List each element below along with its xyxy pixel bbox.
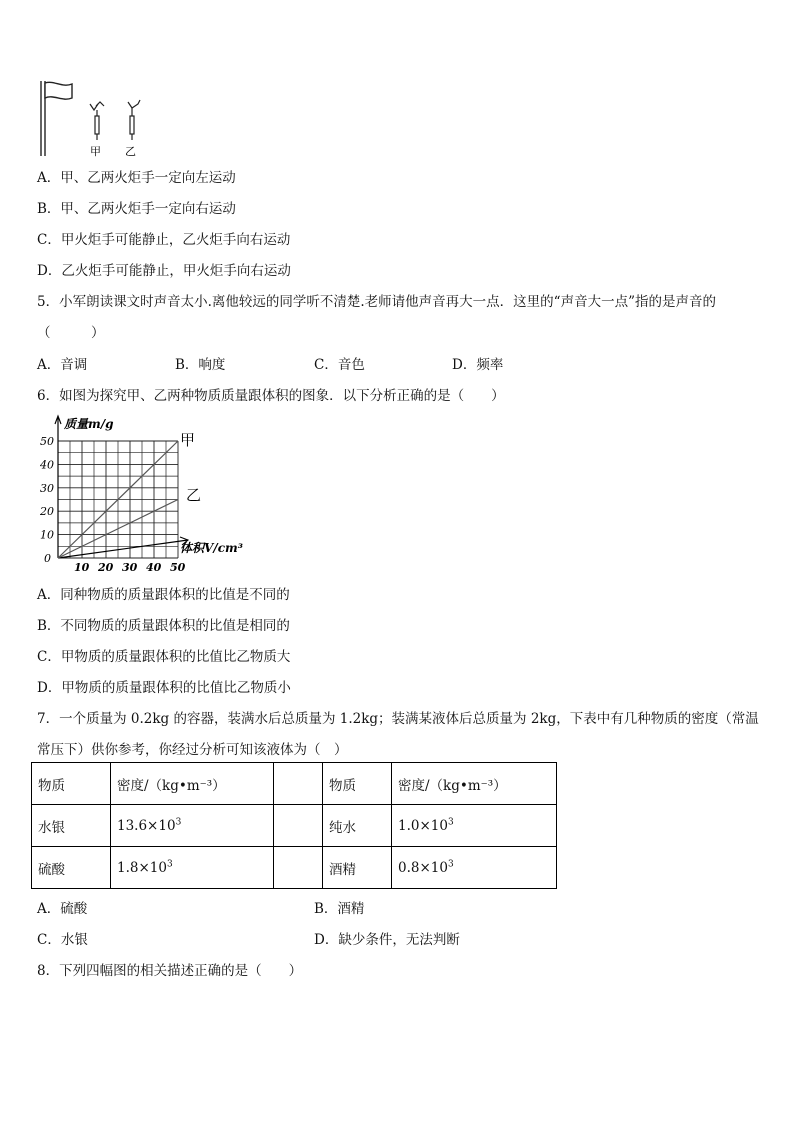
y-tick-label: 30	[40, 481, 54, 495]
q7-option-d: D．缺少条件，无法判断	[314, 932, 460, 948]
cell-substance: 硫酸	[32, 847, 111, 889]
q7-stem-line1: 7．一个质量为 0.2kg 的容器，装满水后总质量为 1.2kg；装满某液体后总质量为 2kg，下表中有几种物质的密度（常温	[37, 711, 759, 727]
label-jia: 甲	[90, 145, 101, 158]
table-row	[32, 805, 557, 847]
q4-option-a: A．甲、乙两火炬手一定向左运动	[37, 170, 236, 186]
x-axis-label: 体积V/cm³	[180, 541, 243, 555]
x-tick-label: 10	[74, 561, 90, 574]
q5-option-d: D．频率	[452, 357, 504, 373]
header-density-1: 密度/（kg•m⁻³）	[111, 763, 274, 805]
table-spacer	[274, 847, 323, 889]
q5-option-b: B．响度	[175, 357, 226, 373]
y-tick-label: 50	[40, 435, 54, 448]
flag-torch-figure	[34, 76, 154, 158]
x-tick-label: 40	[146, 561, 162, 574]
y-tick-label: 0	[44, 552, 51, 565]
q4-option-d: D．乙火炬手可能静止，甲火炬手向右运动	[37, 263, 291, 279]
x-tick-label: 30	[122, 561, 138, 574]
cell-density: $1.0\times 10^3$	[392, 805, 557, 847]
q7-option-b: B．酒精	[314, 901, 365, 917]
table-spacer	[274, 763, 323, 805]
y-tick-label: 20	[40, 505, 54, 519]
table-row	[32, 847, 557, 889]
label-yi: 乙	[125, 145, 136, 158]
table-spacer	[274, 805, 323, 847]
cell-density: $0.8\times 10^3$	[392, 847, 557, 889]
chart-labels	[39, 417, 243, 574]
q7-option-c: C．水银	[37, 932, 88, 948]
cell-density: $1.8\times 10^3$	[111, 847, 274, 889]
q7-option-a: A．硫酸	[37, 901, 88, 917]
cell-substance: 纯水	[323, 805, 392, 847]
q7-stem-line2: 常压下）供你参考，你经过分析可知该液体为（ ）	[37, 742, 348, 758]
chart-axes	[55, 416, 188, 558]
q5-stem-line1: 5．小军朗读课文时声音太小.离他较远的同学听不清楚.老师请他声音再大一点．这里的“声音大一点”指的是声音的	[37, 294, 716, 310]
flag-icon	[41, 81, 72, 156]
x-tick-label: 50	[170, 561, 186, 574]
series-label-jia: 甲	[180, 431, 196, 449]
table-header-row	[32, 763, 557, 805]
cell-substance: 水银	[32, 805, 111, 847]
density-table	[31, 762, 557, 889]
q5-option-c: C．音色	[314, 357, 365, 373]
q5-stem-line2: （ ）	[37, 325, 105, 341]
series-label-yi: 乙	[186, 486, 202, 504]
header-substance-2: 物质	[323, 763, 392, 805]
header-substance-1: 物质	[32, 763, 111, 805]
cell-substance: 酒精	[323, 847, 392, 889]
y-axis-label: 质量m/g	[64, 417, 114, 431]
q6-stem: 6．如图为探究甲、乙两种物质质量跟体积的图象．以下分析正确的是（ ）	[37, 388, 505, 404]
q6-option-c: C．甲物质的质量跟体积的比值比乙物质大	[37, 649, 291, 665]
y-tick-label: 40	[40, 458, 54, 472]
q5-option-a: A．音调	[37, 357, 88, 373]
q6-option-b: B．不同物质的质量跟体积的比值是相同的	[37, 618, 290, 634]
q4-option-c: C．甲火炬手可能静止，乙火炬手向右运动	[37, 232, 291, 248]
q4-option-b: B．甲、乙两火炬手一定向右运动	[37, 201, 236, 217]
torch-yi-icon	[128, 100, 140, 140]
x-tick-label: 20	[98, 561, 114, 574]
mass-volume-chart	[30, 410, 260, 580]
cell-density: $13.6\times 10^3$	[111, 805, 274, 847]
q8-stem: 8．下列四幅图的相关描述正确的是（ ）	[37, 963, 303, 979]
header-density-2: 密度/（kg•m⁻³）	[392, 763, 557, 805]
q6-option-d: D．甲物质的质量跟体积的比值比乙物质小	[37, 680, 291, 696]
torch-jia-icon	[90, 102, 104, 140]
y-tick-label: 10	[40, 528, 54, 542]
q6-option-a: A．同种物质的质量跟体积的比值是不同的	[37, 587, 290, 603]
